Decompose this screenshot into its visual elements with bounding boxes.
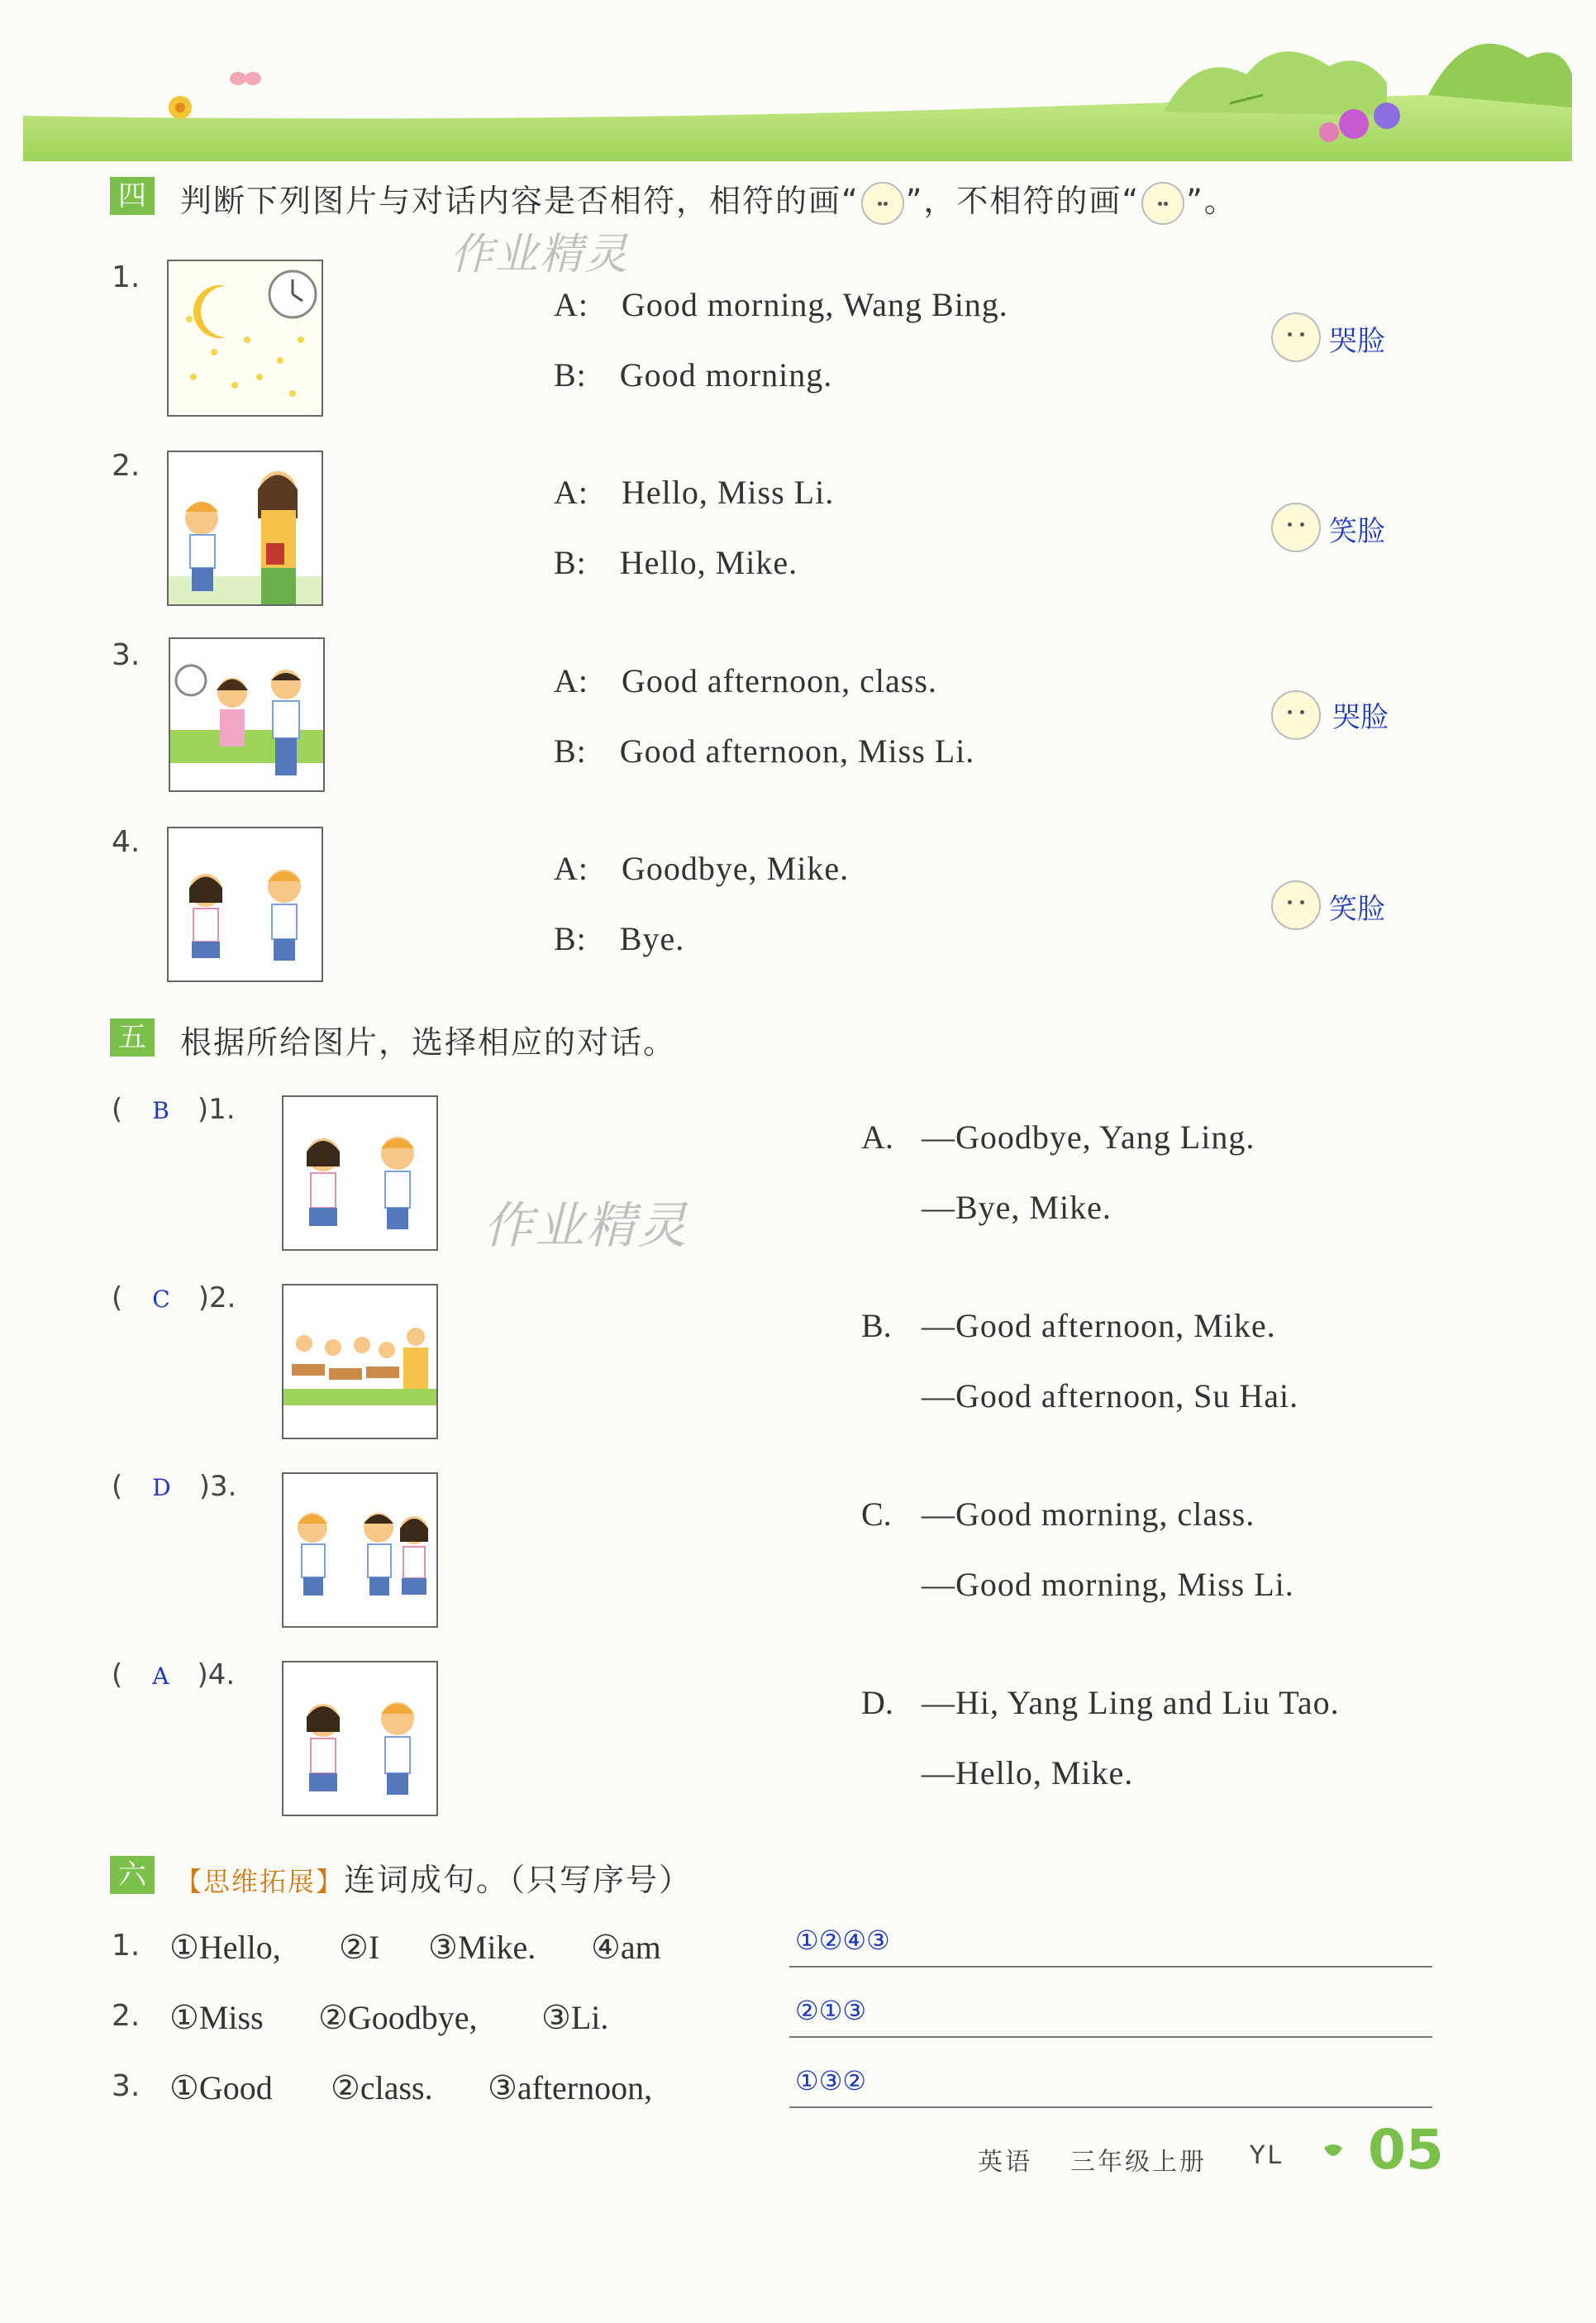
s6-item1-word4: ④am (591, 1929, 661, 1966)
s6-item2-word2: ②Goodbye, (318, 1999, 478, 2036)
s4-item1-answer: 哭脸 (1329, 325, 1385, 358)
s6-item2-word1: ①Miss (169, 1999, 264, 2036)
s6-item3-answer-line (789, 2106, 1432, 2108)
s4-item1-line-b: B: Good morning. (554, 356, 833, 394)
s4-item4-answer-face-icon (1271, 880, 1321, 930)
s5-item3-picture (282, 1472, 438, 1628)
footer-grade: 三年级上册 (1070, 2148, 1207, 2177)
s6-item1-num: 1. (112, 1929, 141, 1963)
s4-item2-num: 2. (112, 449, 141, 483)
section6-badge: 六 (110, 1856, 155, 1894)
sad-face-icon (1141, 182, 1184, 225)
s6-item2-answer-line (789, 2036, 1432, 2038)
s6-item3-word3: ③afternoon, (488, 2069, 653, 2106)
footer-subject: 英语 (978, 2148, 1032, 2177)
s5-option-b-letter: B. (861, 1307, 892, 1344)
header-decoration (23, 0, 1572, 165)
s5-option-b-line2: —Good afternoon, Su Hai. (922, 1377, 1299, 1414)
section5-title: 根据所给图片，选择相应的对话。 (180, 1024, 677, 1061)
s5-option-d-line2: —Hello, Mike. (922, 1754, 1134, 1791)
s4-item4-line-b: B: Bye. (554, 920, 685, 957)
s6-item3-word1: ①Good (169, 2069, 273, 2106)
s4-item3-answer: 哭脸 (1332, 701, 1389, 734)
flower-icon (169, 96, 192, 119)
butterfly-icon (230, 72, 261, 85)
s4-item1-num: 1. (112, 260, 141, 294)
s6-item2-num: 2. (112, 1999, 141, 2033)
s4-item2-answer-face-icon (1271, 503, 1321, 552)
s5-item2-picture (282, 1284, 438, 1439)
s6-item1-answer: ①②④③ (795, 1925, 890, 1956)
s6-item2-word3: ③Li. (541, 1999, 609, 2036)
page-number: 05 (1368, 2118, 1444, 2182)
s4-item4-line-a: A: Goodbye, Mike. (554, 850, 850, 887)
s5-item2-label: ( C )2. (112, 1281, 236, 1314)
s5-option-a-line2: —Bye, Mike. (922, 1189, 1112, 1226)
s4-item3-answer-face-icon (1271, 690, 1321, 740)
s4-item3-picture (169, 637, 325, 792)
s4-item4-answer: 笑脸 (1329, 893, 1385, 926)
s5-item3-label: ( D )3. (112, 1470, 237, 1503)
s4-item4-num: 4. (112, 825, 141, 859)
s5-option-c-line2: —Good morning, Miss Li. (922, 1566, 1294, 1603)
s6-item3-word2: ②class. (331, 2069, 433, 2106)
section5-badge: 五 (110, 1018, 155, 1057)
s6-item1-answer-line (789, 1966, 1432, 1968)
s4-item3-line-a: A: Good afternoon, class. (554, 662, 937, 699)
leaf-icon (1321, 2139, 1346, 2164)
s4-item1-answer-face-icon (1271, 312, 1321, 362)
s5-option-d-line1: —Hi, Yang Ling and Liu Tao. (922, 1684, 1340, 1721)
s4-item2-picture (167, 451, 323, 606)
s4-item3-line-b: B: Good afternoon, Miss Li. (554, 732, 975, 770)
s4-item2-line-b: B: Hello, Mike. (554, 544, 798, 581)
s5-option-c-line1: —Good morning, class. (922, 1495, 1255, 1533)
watermark: 作业精灵 (450, 230, 630, 279)
s5-option-d-letter: D. (861, 1684, 893, 1721)
s5-item4-picture (282, 1661, 438, 1816)
s6-item3-num: 3. (112, 2069, 141, 2103)
footer-edition: YL (1250, 2141, 1284, 2170)
smiley-icon (861, 182, 904, 225)
s4-item4-picture (167, 827, 323, 982)
section4-title: 判断下列图片与对话内容是否相符，相符的画“ ”，不相符的画“ ”。 (180, 175, 1237, 225)
s4-item2-line-a: A: Hello, Miss Li. (554, 474, 835, 511)
s6-item2-answer: ②①③ (795, 1995, 867, 2026)
s6-item1-word1: ①Hello, (169, 1929, 281, 1966)
section4-badge: 四 (110, 177, 155, 215)
s5-option-a-line1: —Goodbye, Yang Ling. (922, 1119, 1255, 1156)
s5-option-b-line1: —Good afternoon, Mike. (922, 1307, 1276, 1344)
s6-item3-answer: ①③② (795, 2065, 867, 2096)
s5-option-c-letter: C. (861, 1495, 892, 1533)
s5-item1-picture (282, 1095, 438, 1251)
watermark-2: 作业精灵 (484, 1197, 688, 1255)
s4-item1-line-a: A: Good morning, Wang Bing. (554, 286, 1008, 323)
s4-item1-picture (167, 260, 323, 417)
section6-tag: 【思维拓展】 (175, 1866, 345, 1897)
s6-item1-word2: ②I (339, 1929, 380, 1966)
s4-item2-answer: 笑脸 (1329, 515, 1385, 548)
s5-item1-label: ( B )1. (112, 1093, 236, 1126)
s5-item4-label: ( A )4. (112, 1658, 236, 1691)
s5-option-a-letter: A. (861, 1119, 893, 1156)
section6-title: 【思维拓展】连词成句。（只写序号） (175, 1862, 693, 1898)
s6-item1-word3: ③Mike. (428, 1929, 536, 1966)
s4-item3-num: 3. (112, 638, 141, 672)
